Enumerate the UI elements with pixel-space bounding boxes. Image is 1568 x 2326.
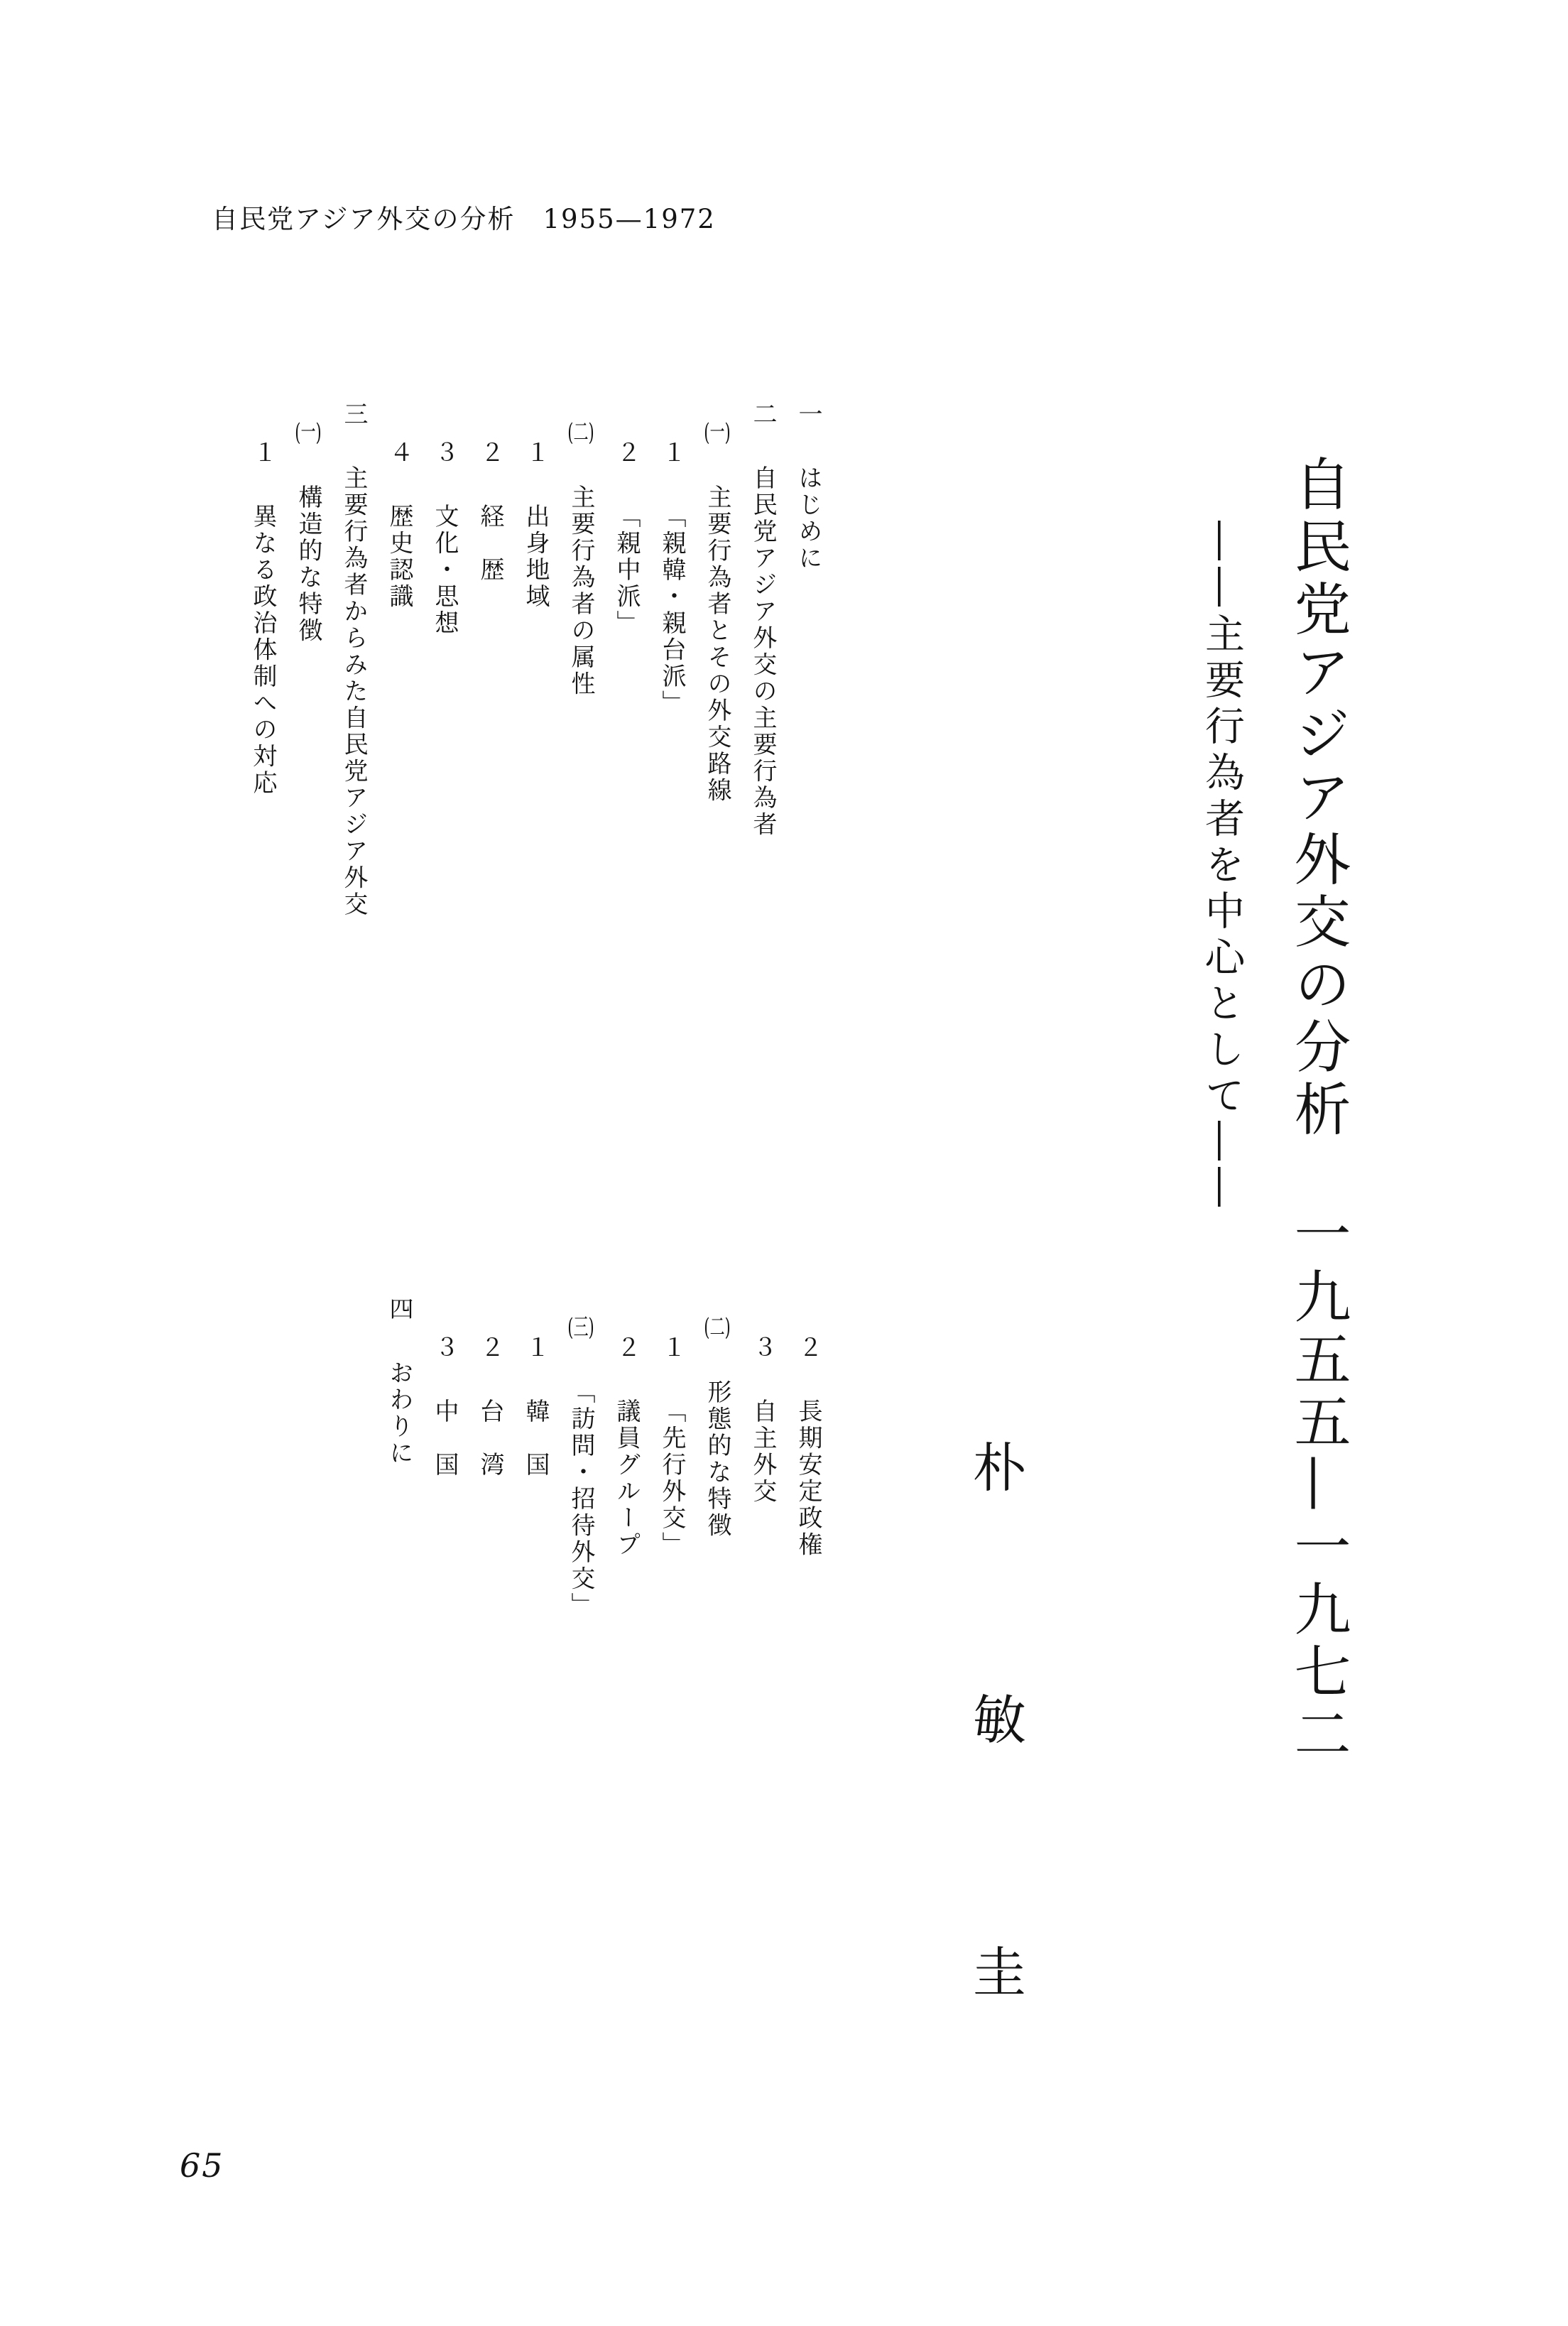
- toc-item: [523, 401, 548, 918]
- author-name-char: 敏: [972, 1689, 1026, 1751]
- toc-item-label: 「訪問・招待外交」: [567, 1379, 595, 1619]
- toc-item-label: おわりに: [385, 1360, 413, 1467]
- toc-item-marker: ４: [385, 440, 413, 467]
- toc-item: [387, 401, 411, 918]
- toc-item-marker: 三: [339, 401, 368, 428]
- page-number: 65: [180, 2146, 224, 2185]
- toc-item: [748, 401, 777, 918]
- toc-item-label: 形態的な特徴: [703, 1379, 731, 1539]
- toc-item: [612, 401, 641, 918]
- article-title: 自民党アジア外交の分析 一九五五—一九七二: [1285, 455, 1351, 1767]
- toc-item-marker: ２: [612, 1335, 641, 1362]
- toc-item-label: 主要行為者の属性: [567, 484, 595, 697]
- toc-item: [569, 401, 593, 918]
- toc-item-label: 経 歴: [476, 504, 504, 584]
- toc-item: [612, 1296, 641, 1619]
- toc-item: [251, 401, 275, 918]
- toc-item-label: 「親韓・親台派」: [658, 504, 686, 717]
- running-header: 自民党アジア外交の分析 1955—1972: [212, 204, 716, 234]
- toc-item-label: 自主外交: [748, 1398, 777, 1505]
- toc-item-label: はじめに: [794, 465, 822, 572]
- toc-item-marker: (一): [295, 420, 322, 445]
- toc-item-label: 異なる政治体制への対応: [249, 504, 277, 797]
- toc-item-label: 構造的な特徴: [294, 484, 322, 644]
- toc-item-label: 韓 国: [521, 1398, 550, 1479]
- toc-item-label: 「親中派」: [612, 504, 641, 637]
- toc-item-marker: ３: [748, 1335, 777, 1362]
- toc-item-marker: 二: [748, 401, 777, 428]
- toc-item: [478, 401, 502, 918]
- author-name-char: 圭: [972, 1941, 1026, 2004]
- toc-item: [705, 401, 729, 918]
- author-name-char: 朴: [972, 1437, 1026, 1499]
- toc-item-label: 議員グループ: [612, 1398, 641, 1558]
- toc-item: [660, 401, 684, 918]
- toc-item-marker: １: [658, 440, 686, 467]
- toc-item: [796, 1296, 820, 1619]
- article-subtitle: ――主要行為者を中心として――: [1199, 521, 1245, 1213]
- toc-item-marker: (一): [704, 420, 731, 445]
- toc-item-label: 「先行外交」: [658, 1398, 686, 1558]
- author-name: [972, 1437, 1026, 2004]
- toc-item-label: 主要行為者とその外交路線: [703, 484, 731, 804]
- toc-item: [432, 1296, 457, 1619]
- toc-lower-band: [366, 1296, 820, 1619]
- toc-item: [748, 1296, 777, 1619]
- toc-item-marker: (三): [567, 1315, 594, 1339]
- toc-item: [705, 1296, 729, 1619]
- toc-item: [796, 401, 820, 918]
- toc-item-marker: ３: [430, 1335, 459, 1362]
- toc-item-marker: (二): [567, 420, 594, 445]
- toc-item: [387, 1296, 411, 1619]
- toc-item-marker: ３: [430, 440, 459, 467]
- toc-item-marker: １: [521, 440, 550, 467]
- toc-item: [569, 1296, 593, 1619]
- toc-item-label: 文化・思想: [430, 504, 459, 637]
- toc-item-label: 出身地域: [521, 504, 550, 610]
- toc-item-marker: (二): [704, 1315, 731, 1339]
- toc-item: [432, 401, 457, 918]
- toc-item: [478, 1296, 502, 1619]
- toc-item: [523, 1296, 548, 1619]
- toc-item-marker: ２: [476, 1335, 504, 1362]
- toc-item-label: 主要行為者からみた自民党アジア外交: [339, 465, 368, 918]
- toc-item-marker: １: [249, 440, 277, 467]
- toc-item: [660, 1296, 684, 1619]
- toc-item-label: 自民党アジア外交の主要行為者: [748, 465, 777, 838]
- toc-item-label: 台 湾: [476, 1398, 504, 1479]
- toc-item-label: 歴史認識: [385, 504, 413, 610]
- toc-item-label: 中 国: [430, 1398, 459, 1479]
- toc-item: [296, 401, 320, 918]
- toc-item-marker: １: [658, 1335, 686, 1362]
- toc-item-marker: ２: [476, 440, 504, 467]
- toc-upper-band: [229, 401, 820, 918]
- toc-item-marker: 四: [385, 1296, 413, 1323]
- toc-item-marker: 一: [794, 401, 822, 428]
- toc-item-marker: ２: [794, 1335, 822, 1362]
- toc-item: [339, 401, 368, 918]
- toc-item-label: 長期安定政権: [794, 1398, 822, 1558]
- toc-item-marker: １: [521, 1335, 550, 1362]
- toc-item-marker: ２: [612, 440, 641, 467]
